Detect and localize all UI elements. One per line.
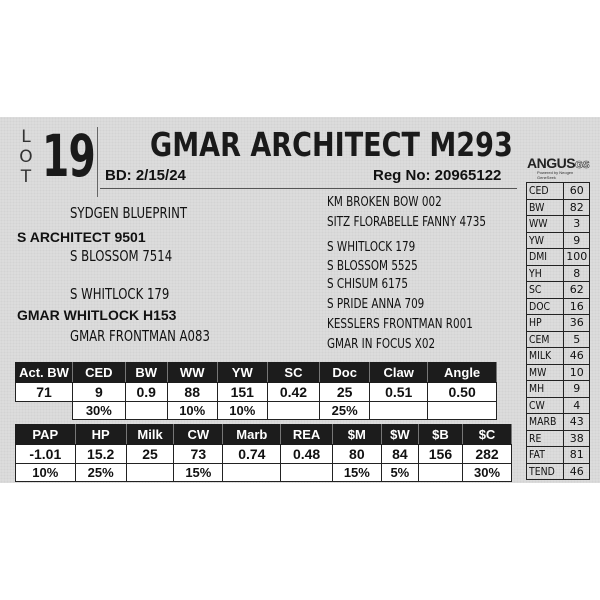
side-epd-value: 36 (564, 315, 590, 332)
epd-percentile (267, 402, 319, 420)
epd-value: 71 (16, 383, 73, 402)
epd-header: $C (463, 425, 512, 445)
side-epd-row (527, 249, 590, 266)
registration-number: Reg No: 20965122 (373, 167, 502, 184)
pedigree-right-item: GMAR IN FOCUS X02 (327, 337, 436, 352)
epd-header: HP (75, 425, 126, 445)
epd-percentile (370, 402, 428, 420)
epd-header: Doc (320, 363, 370, 383)
epd-value: 0.48 (281, 445, 333, 464)
side-epd-label-text: WW (529, 217, 548, 231)
side-epd-value: 10 (564, 364, 590, 381)
logo-tagline: Powered by Neogen GeneSeek (537, 170, 574, 180)
epd-percentile: 10% (217, 402, 267, 420)
side-epd-value: 16 (564, 298, 590, 315)
epd-percentile: 25% (320, 402, 370, 420)
side-epd-label (527, 282, 564, 299)
pedigree-right-item: KM BROKEN BOW 002 (327, 195, 442, 210)
side-epd-label-text: TEND (529, 464, 555, 478)
side-epd-value: 38 (564, 430, 590, 447)
side-epd-label (527, 331, 564, 348)
pedigree-sire-dam: S BLOSSOM 7514 (70, 247, 173, 265)
pedigree-sire-sire: SYDGEN BLUEPRINT (70, 204, 187, 222)
side-epd-value: 4 (564, 397, 590, 414)
epd-header: SC (267, 363, 319, 383)
epd-value: 0.42 (267, 383, 319, 402)
side-epd-row (527, 430, 590, 447)
side-epd-label (527, 447, 564, 464)
side-epd-label-text: MW (529, 365, 547, 379)
epd-value: 80 (332, 445, 381, 464)
epd-percentile (418, 464, 462, 482)
side-epd-row (527, 199, 590, 216)
epd-percentile (126, 464, 174, 482)
side-epd-label (527, 183, 564, 200)
pedigree-right-item: S PRIDE ANNA 709 (327, 297, 425, 312)
epd-percentile (428, 402, 497, 420)
side-epd-value: 46 (564, 463, 590, 480)
epd-header: WW (167, 363, 217, 383)
side-epd-label-text: MH (529, 382, 545, 396)
side-epd-value: 62 (564, 282, 590, 299)
epd-percentile: 10% (167, 402, 217, 420)
side-epd-row (527, 282, 590, 299)
side-epd-row (527, 364, 590, 381)
side-epd-value: 9 (564, 381, 590, 398)
side-epd-label (527, 265, 564, 282)
epd-value: 0.50 (428, 383, 497, 402)
pedigree-right-item: S WHITLOCK 179 (327, 240, 416, 255)
pedigree-sire: S ARCHITECT 9501 (17, 229, 146, 245)
side-epd-label (527, 414, 564, 431)
pedigree-right-item: SITZ FLORABELLE FANNY 4735 (327, 215, 486, 230)
epd-header: Claw (370, 363, 428, 383)
epd-value: 282 (463, 445, 512, 464)
epd-value: 15.2 (75, 445, 126, 464)
side-epd-row (527, 315, 590, 332)
lot-card (0, 117, 600, 483)
side-epd-value: 100 (564, 249, 590, 266)
side-epd-row (527, 463, 590, 480)
epd-percentile: 5% (381, 464, 418, 482)
side-epd-label (527, 348, 564, 365)
side-epd-value: 8 (564, 265, 590, 282)
lot-letter: L (21, 127, 31, 147)
epd-table-1 (15, 362, 497, 420)
epd-percentile (16, 402, 73, 420)
epd-percentile: 25% (75, 464, 126, 482)
epd-value: 25 (320, 383, 370, 402)
side-epd-value: 81 (564, 447, 590, 464)
lot-letter: T (20, 167, 32, 187)
epd-header: YW (217, 363, 267, 383)
animal-name: GMAR ARCHITECT M293 (150, 125, 513, 164)
side-epd-row (527, 414, 590, 431)
side-epd-label-text: YW (529, 233, 544, 247)
side-epd-label (527, 397, 564, 414)
epd-percentile: 15% (174, 464, 223, 482)
side-epd-value: 82 (564, 199, 590, 216)
lot-letter: O (19, 147, 33, 167)
epd-value: 156 (418, 445, 462, 464)
side-epd-label-text: HP (529, 316, 542, 330)
side-epd-label (527, 249, 564, 266)
side-epd-label (527, 315, 564, 332)
side-epd-row (527, 265, 590, 282)
side-epd-row (527, 348, 590, 365)
epd-header: Act. BW (16, 363, 73, 383)
side-epd-row (527, 216, 590, 233)
side-epd-label-text: DMI (529, 250, 548, 264)
side-epd-label-text: MILK (529, 349, 552, 363)
epd-value: 84 (381, 445, 418, 464)
side-epd-value: 46 (564, 348, 590, 365)
epd-percentile: 15% (332, 464, 381, 482)
side-epd-label-text: DOC (529, 299, 551, 313)
epd-header: CW (174, 425, 223, 445)
epd-table-2 (15, 424, 512, 482)
epd-header: Milk (126, 425, 174, 445)
epd-percentile (281, 464, 333, 482)
side-epd-label (527, 364, 564, 381)
logo-gs: GS (575, 160, 590, 171)
side-epd-label-text: CED (529, 184, 549, 198)
epd-value: 0.74 (223, 445, 281, 464)
side-epd-label (527, 216, 564, 233)
side-epd-row (527, 397, 590, 414)
side-epd-label-text: SC (529, 283, 542, 297)
logo-angus: ANGUS (527, 155, 576, 171)
side-epd-label (527, 298, 564, 315)
lot-divider (97, 127, 98, 197)
side-epd-label (527, 381, 564, 398)
pedigree-right-item: S BLOSSOM 5525 (327, 259, 418, 274)
side-epd-row (527, 381, 590, 398)
pedigree-right-item: S CHISUM 6175 (327, 277, 409, 292)
lot-label (16, 127, 36, 187)
epd-value: 9 (73, 383, 126, 402)
side-epd-label (527, 199, 564, 216)
side-epd-row (527, 298, 590, 315)
lot-number: 19 (42, 122, 95, 190)
epd-header: Angle (428, 363, 497, 383)
side-epd-label (527, 430, 564, 447)
epd-percentile: 30% (463, 464, 512, 482)
epd-value: 73 (174, 445, 223, 464)
epd-percentile (125, 402, 167, 420)
epd-header: Marb (223, 425, 281, 445)
epd-header: REA (281, 425, 333, 445)
epd-value: 0.51 (370, 383, 428, 402)
pedigree-dam-sire: S WHITLOCK 179 (70, 285, 170, 303)
side-epd-label-text: BW (529, 200, 545, 214)
epd-header: PAP (16, 425, 76, 445)
side-epd-label-text: YH (529, 266, 542, 280)
side-epd-table (526, 182, 590, 480)
side-epd-label-text: RE (529, 431, 542, 445)
epd-value: 25 (126, 445, 174, 464)
side-epd-row (527, 447, 590, 464)
epd-header: CED (73, 363, 126, 383)
side-epd-label-text: CW (529, 398, 545, 412)
pedigree-dam-dam: GMAR FRONTMAN A083 (70, 327, 210, 345)
side-epd-label-text: CEM (529, 332, 550, 346)
epd-percentile: 30% (73, 402, 126, 420)
epd-header: $M (332, 425, 381, 445)
epd-value: 0.9 (125, 383, 167, 402)
epd-header: $W (381, 425, 418, 445)
side-epd-label (527, 232, 564, 249)
side-epd-label-text: FAT (529, 448, 545, 462)
epd-percentile: 10% (16, 464, 76, 482)
birth-date: BD: 2/15/24 (105, 167, 186, 184)
side-epd-value: 60 (564, 183, 590, 200)
side-epd-value: 3 (564, 216, 590, 233)
side-epd-row (527, 183, 590, 200)
pedigree-right-item: KESSLERS FRONTMAN R001 (327, 317, 473, 332)
epd-value: -1.01 (16, 445, 76, 464)
epd-header: BW (125, 363, 167, 383)
header-divider (100, 188, 517, 189)
side-epd-row (527, 331, 590, 348)
side-epd-label-text: MARB (529, 415, 557, 429)
epd-percentile (223, 464, 281, 482)
side-epd-label (527, 463, 564, 480)
side-epd-row (527, 232, 590, 249)
epd-header: $B (418, 425, 462, 445)
side-epd-value: 9 (564, 232, 590, 249)
angus-gs-logo (527, 155, 590, 180)
epd-value: 151 (217, 383, 267, 402)
pedigree-dam: GMAR WHITLOCK H153 (17, 307, 177, 323)
side-epd-value: 5 (564, 331, 590, 348)
epd-value: 88 (167, 383, 217, 402)
side-epd-value: 43 (564, 414, 590, 431)
